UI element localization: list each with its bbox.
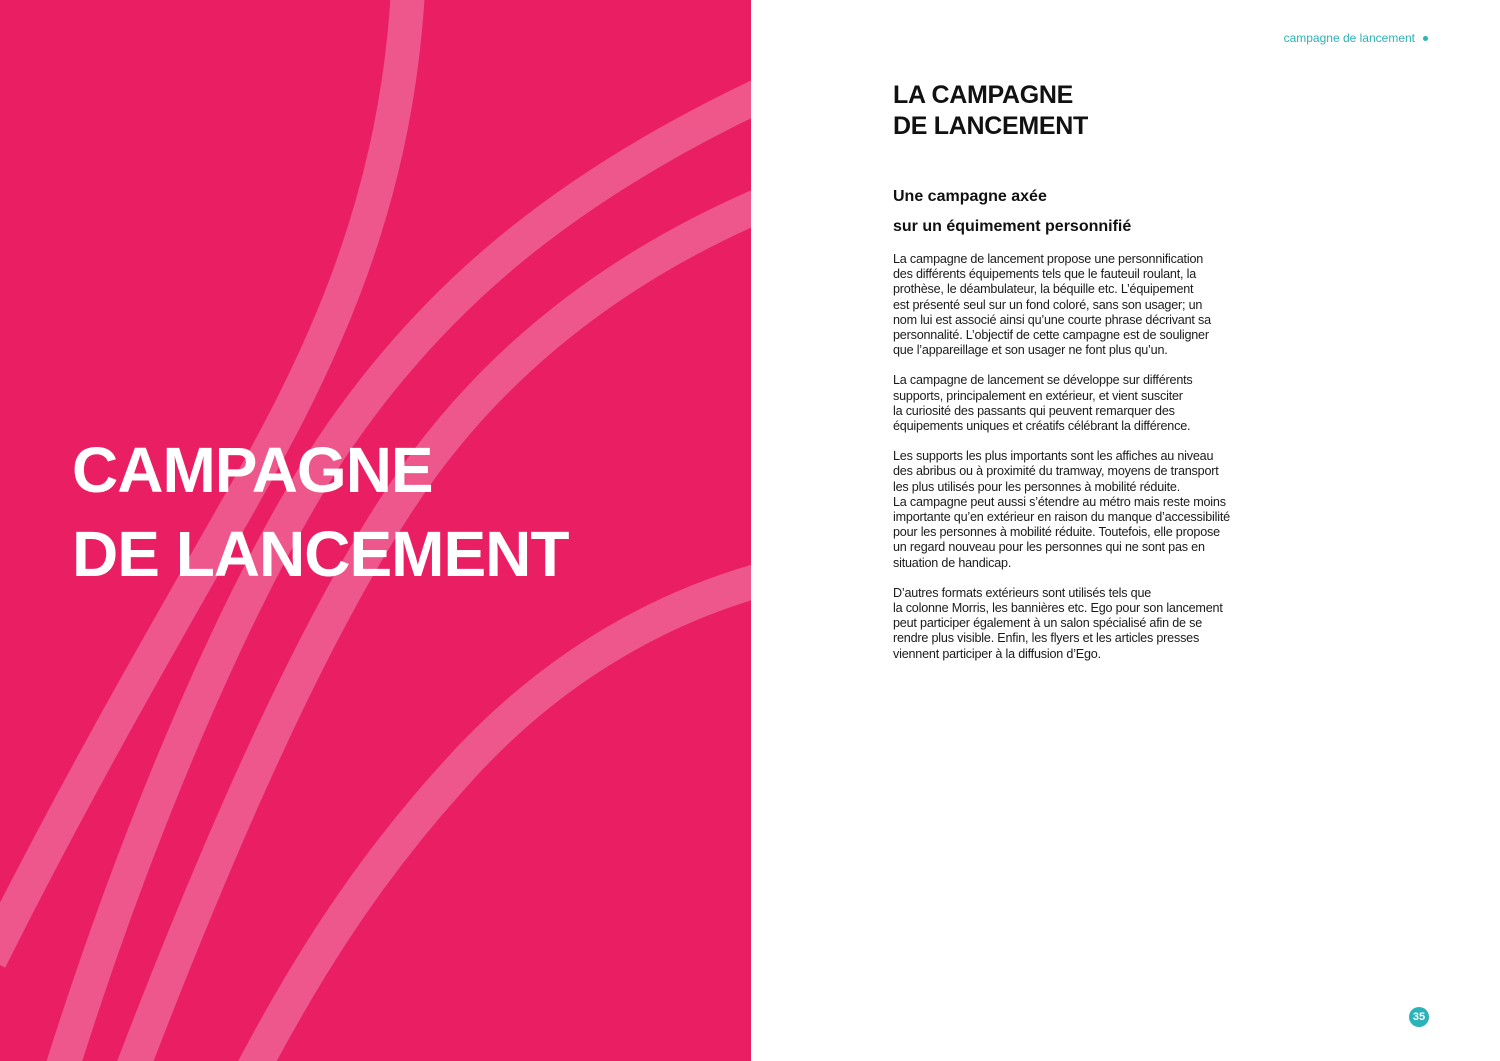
text-line: situation de handicap. [893, 555, 1012, 570]
text-line: peut participer également à un salon spécialisé afin de se [893, 616, 1203, 631]
text-line: équipements uniques et créatifs célébrant la différence. [893, 419, 1191, 434]
text-line: la colonne Morris, les bannières etc. Ego pour son lancement [893, 601, 1223, 616]
page-title-line: DE LANCEMENT [893, 112, 1089, 140]
text-line: importante qu’en extérieur en raison du manque d’accessibilité [893, 510, 1230, 525]
text-line: rendre plus visible. Enfin, les flyers et les articles presses [893, 631, 1200, 646]
page-title-line: LA CAMPAGNE [893, 81, 1074, 109]
body-paragraph-3 [893, 449, 1293, 571]
text-line: viennent participer à la diffusion d’Ego. [893, 646, 1101, 661]
content-page [751, 0, 1500, 1061]
page-number-badge: 35 [1409, 1007, 1429, 1027]
subtitle-line: sur un équimement personnifié [893, 218, 1132, 235]
body-paragraph-4 [893, 586, 1293, 662]
cover-title [72, 428, 568, 596]
text-line: La campagne de lancement propose une personnification [893, 252, 1204, 266]
page-title [893, 80, 1293, 142]
text-line: des abribus ou à proximité du tramway, moyens de transport [893, 464, 1219, 479]
text-line: pour les personnes à mobilité réduite. Toutefois, elle propose [893, 525, 1220, 540]
text-line: est présenté seul sur un fond coloré, sans son usager; un [893, 297, 1203, 312]
text-line: les plus utilisés pour les personnes à mobilité réduite. [893, 479, 1181, 494]
article [893, 80, 1293, 662]
section-label: campagne de lancement [1283, 31, 1415, 45]
subtitle-line: Une campagne axée [893, 188, 1047, 205]
text-line: Les supports les plus importants sont les affiches au niveau [893, 449, 1214, 464]
cover-title-line: CAMPAGNE [72, 434, 433, 506]
text-line: des différents équipements tels que le fauteuil roulant, la [893, 267, 1197, 282]
text-line: La campagne peut aussi s’étendre au métro mais reste moins [893, 494, 1226, 509]
text-line: supports, principalement en extérieur, et vient susciter [893, 388, 1183, 403]
text-line: la curiosité des passants qui peuvent remarquer des [893, 403, 1175, 418]
text-line: D’autres formats extérieurs sont utilisés tels que [893, 585, 1152, 600]
text-line: que l’appareillage et son usager ne font plus qu’un. [893, 343, 1168, 358]
text-line: personnalité. L’objectif de cette campagne est de souligner [893, 328, 1209, 343]
cover-title-line: DE LANCEMENT [72, 518, 569, 590]
text-line: nom lui est associé ainsi qu’une courte phrase décrivant sa [893, 312, 1211, 327]
body-paragraph-1 [893, 252, 1293, 358]
article-subtitle [893, 182, 1293, 242]
text-line: prothèse, le déambulateur, la béquille etc. L’équipement [893, 282, 1194, 297]
text-line: un regard nouveau pour les personnes qui ne sont pas en [893, 540, 1205, 555]
text-line: La campagne de lancement se développe sur différents [893, 373, 1193, 388]
running-header [1284, 31, 1428, 45]
bullet-dot-icon [1423, 36, 1428, 41]
body-paragraph-2 [893, 373, 1293, 434]
